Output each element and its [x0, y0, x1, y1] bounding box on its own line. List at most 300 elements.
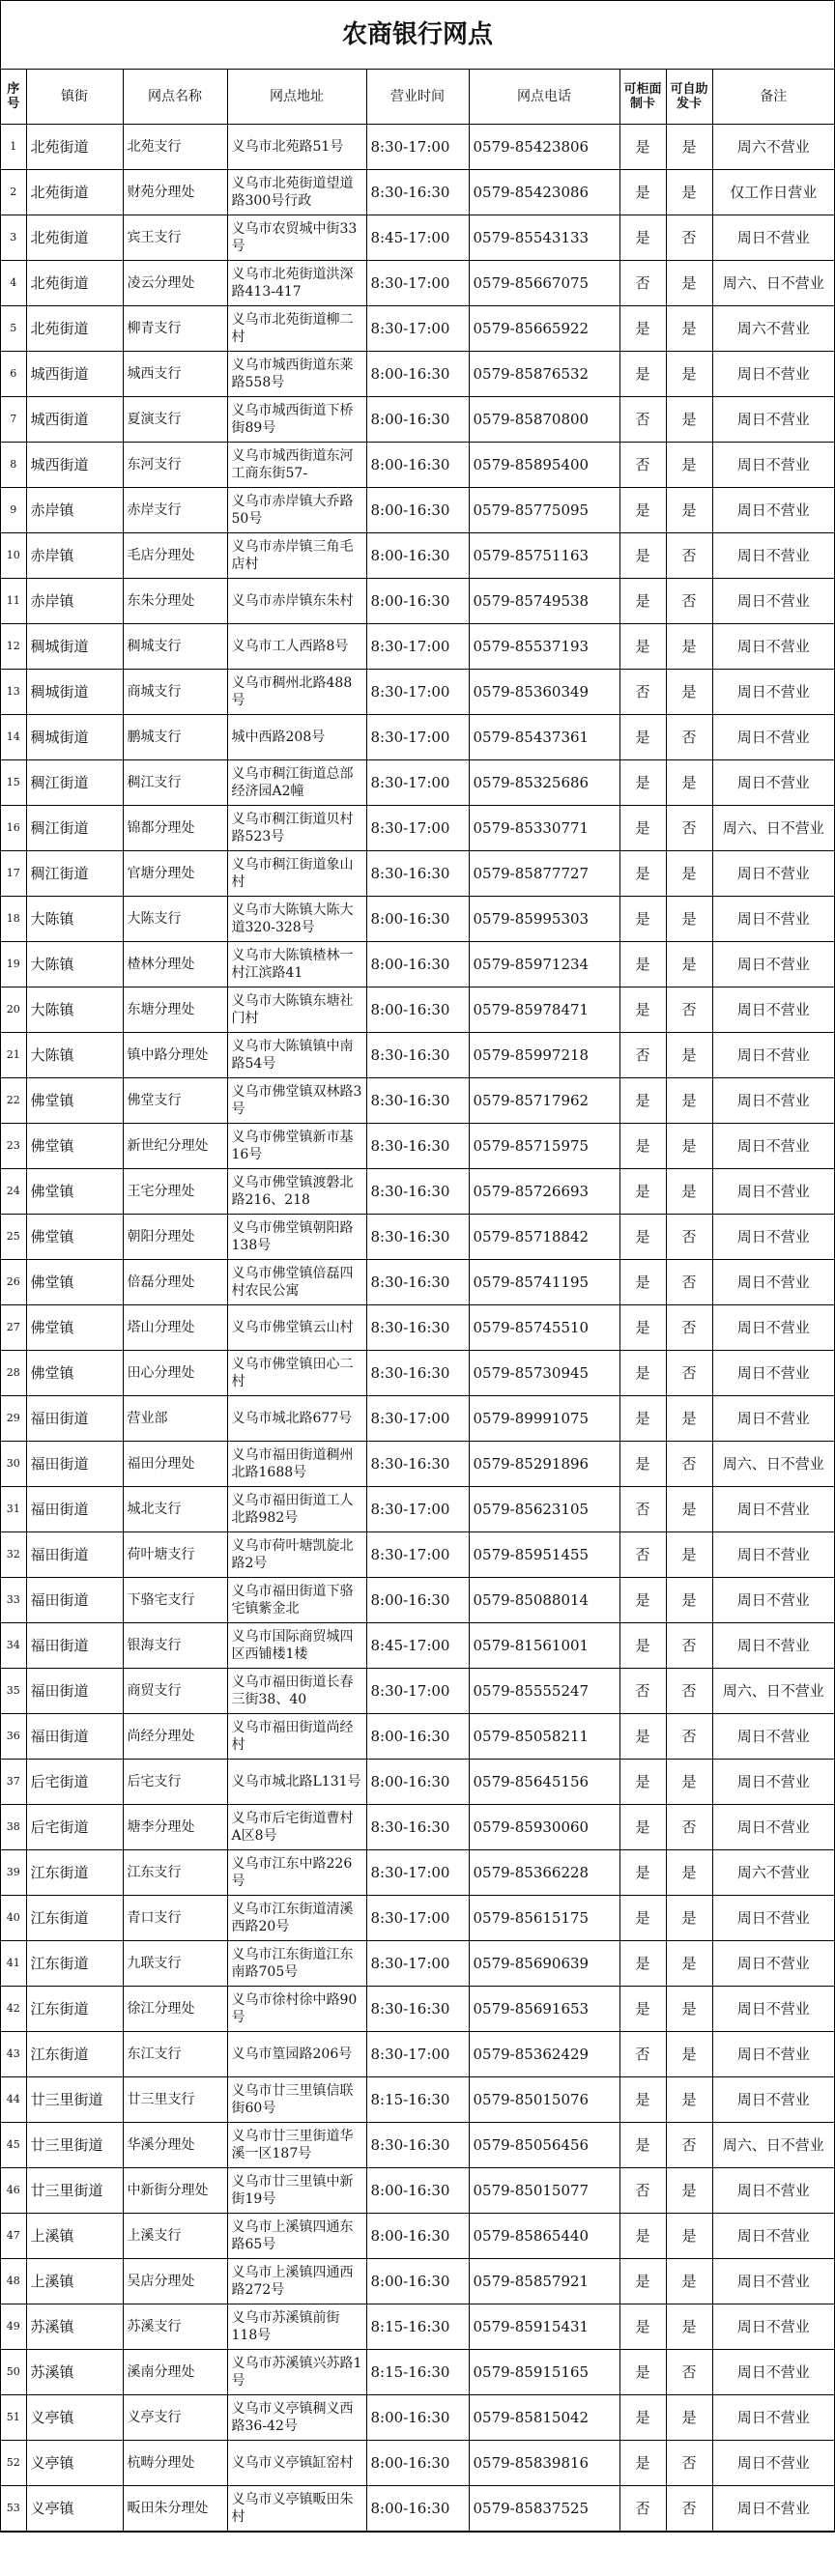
page-title: 农商银行网点: [1, 1, 834, 70]
cell-phone: 0579-85726693: [469, 1169, 619, 1215]
cell-hours: 8:30-17:00: [366, 1396, 469, 1442]
cell-remarks: 周日不营业: [712, 2259, 834, 2304]
cell-counter-card: 是: [619, 851, 666, 897]
cell-phone: 0579-85291896: [469, 1442, 619, 1487]
cell-self-service-card: 是: [666, 2395, 712, 2441]
cell-branch-name: 下骆宅支行: [123, 1578, 227, 1623]
cell-self-service-card: 是: [666, 2077, 712, 2123]
cell-address: 义乌市佛堂镇朝阳路138号: [227, 1215, 366, 1260]
cell-counter-card: 是: [619, 215, 666, 261]
cell-branch-name: 福田分理处: [123, 1442, 227, 1487]
cell-remarks: 周六、日不营业: [712, 2123, 834, 2168]
row-index: 29: [1, 1396, 26, 1442]
cell-branch-name: 稠城支行: [123, 624, 227, 670]
cell-counter-card: 是: [619, 1623, 666, 1669]
cell-phone: 0579-85360349: [469, 670, 619, 715]
cell-hours: 8:30-17:00: [366, 306, 469, 352]
cell-phone: 0579-85615175: [469, 1896, 619, 1941]
cell-phone: 0579-85537193: [469, 624, 619, 670]
cell-remarks: 周日不营业: [712, 2486, 834, 2532]
cell-address: 城中西路208号: [227, 715, 366, 760]
cell-self-service-card: 是: [666, 1033, 712, 1078]
table-row: [1, 261, 834, 306]
cell-remarks: 周日不营业: [712, 2214, 834, 2259]
cell-branch-name: 城北支行: [123, 1487, 227, 1532]
cell-remarks: 周日不营业: [712, 2441, 834, 2486]
cell-town: 江东街道: [26, 1987, 123, 2032]
cell-self-service-card: 否: [666, 1669, 712, 1714]
cell-town: 稠城街道: [26, 670, 123, 715]
cell-remarks: 周日不营业: [712, 533, 834, 579]
row-index: 4: [1, 261, 26, 306]
table-row: [1, 715, 834, 760]
cell-town: 赤岸镇: [26, 488, 123, 533]
table-row: [1, 1805, 834, 1850]
table-row: [1, 760, 834, 806]
cell-remarks: 周六不营业: [712, 125, 834, 170]
table-row: [1, 352, 834, 397]
cell-counter-card: 是: [619, 1169, 666, 1215]
cell-phone: 0579-85997218: [469, 1033, 619, 1078]
cell-branch-name: 中新街分理处: [123, 2168, 227, 2214]
cell-branch-name: 商贸支行: [123, 1669, 227, 1714]
cell-town: 上溪镇: [26, 2214, 123, 2259]
header-branch-name: 网点名称: [123, 70, 227, 125]
cell-counter-card: 是: [619, 1124, 666, 1169]
cell-phone: 0579-85715975: [469, 1124, 619, 1169]
table-row: [1, 851, 834, 897]
cell-phone: 0579-85971234: [469, 942, 619, 987]
cell-hours: 8:00-16:30: [366, 397, 469, 443]
cell-phone: 0579-85423806: [469, 125, 619, 170]
cell-town: 城西街道: [26, 397, 123, 443]
row-index: 7: [1, 397, 26, 443]
row-index: 26: [1, 1260, 26, 1305]
row-index: 6: [1, 352, 26, 397]
cell-self-service-card: 是: [666, 760, 712, 806]
cell-address: 义乌市北苑街道望道路300号行政: [227, 170, 366, 215]
cell-hours: 8:30-17:00: [366, 1532, 469, 1578]
cell-hours: 8:00-16:30: [366, 2486, 469, 2532]
cell-hours: 8:30-17:00: [366, 261, 469, 306]
cell-remarks: 周六、日不营业: [712, 261, 834, 306]
cell-counter-card: 是: [619, 352, 666, 397]
cell-town: 北苑街道: [26, 215, 123, 261]
cell-counter-card: 是: [619, 897, 666, 942]
cell-self-service-card: 是: [666, 1760, 712, 1805]
table-row: [1, 1169, 834, 1215]
cell-hours: 8:00-16:30: [366, 488, 469, 533]
cell-address: 义乌市廿三里镇信联街60号: [227, 2077, 366, 2123]
cell-branch-name: 宾王支行: [123, 215, 227, 261]
table-row: [1, 1351, 834, 1396]
cell-hours: 8:45-17:00: [366, 215, 469, 261]
cell-self-service-card: 否: [666, 1623, 712, 1669]
cell-remarks: 周日不营业: [712, 1623, 834, 1669]
cell-branch-name: 银海支行: [123, 1623, 227, 1669]
cell-hours: 8:15-16:30: [366, 2304, 469, 2350]
cell-phone: 0579-89991075: [469, 1396, 619, 1442]
cell-address: 义乌市稠州北路488号: [227, 670, 366, 715]
table-row: [1, 579, 834, 624]
cell-address: 义乌市江东中路226号: [227, 1850, 366, 1896]
cell-town: 稠江街道: [26, 806, 123, 851]
cell-address: 义乌市义亭镇畈田朱村: [227, 2486, 366, 2532]
table-row: [1, 2032, 834, 2077]
cell-counter-card: 否: [619, 261, 666, 306]
cell-hours: 8:30-17:00: [366, 806, 469, 851]
cell-town: 江东街道: [26, 1850, 123, 1896]
table-row: [1, 1850, 834, 1896]
cell-remarks: 周日不营业: [712, 488, 834, 533]
cell-phone: 0579-85667075: [469, 261, 619, 306]
cell-self-service-card: 否: [666, 1260, 712, 1305]
cell-town: 赤岸镇: [26, 533, 123, 579]
cell-address: 义乌市北苑街道柳二村: [227, 306, 366, 352]
cell-remarks: 周日不营业: [712, 1896, 834, 1941]
cell-hours: 8:30-17:00: [366, 1850, 469, 1896]
cell-remarks: 周日不营业: [712, 215, 834, 261]
row-index: 28: [1, 1351, 26, 1396]
cell-branch-name: 畈田朱分理处: [123, 2486, 227, 2532]
cell-remarks: 周日不营业: [712, 670, 834, 715]
cell-remarks: 周日不营业: [712, 760, 834, 806]
cell-phone: 0579-85325686: [469, 760, 619, 806]
cell-address: 义乌市大陈镇镇中南路54号: [227, 1033, 366, 1078]
cell-self-service-card: 否: [666, 1215, 712, 1260]
cell-hours: 8:30-16:30: [366, 1442, 469, 1487]
cell-self-service-card: 是: [666, 1124, 712, 1169]
cell-hours: 8:30-17:00: [366, 1941, 469, 1987]
cell-remarks: 周日不营业: [712, 1714, 834, 1760]
row-index: 11: [1, 579, 26, 624]
cell-town: 义亭镇: [26, 2486, 123, 2532]
table-row: [1, 1033, 834, 1078]
cell-town: 福田街道: [26, 1714, 123, 1760]
cell-branch-name: 倍磊分理处: [123, 1260, 227, 1305]
cell-address: 义乌市篁园路206号: [227, 2032, 366, 2077]
cell-branch-name: 苏溪支行: [123, 2304, 227, 2350]
cell-self-service-card: 是: [666, 1487, 712, 1532]
cell-address: 义乌市城西街道下桥街89号: [227, 397, 366, 443]
cell-hours: 8:00-16:30: [366, 987, 469, 1033]
cell-phone: 0579-85555247: [469, 1669, 619, 1714]
cell-branch-name: 塘李分理处: [123, 1805, 227, 1850]
cell-address: 义乌市义亭镇缸窑村: [227, 2441, 366, 2486]
cell-branch-name: 溪南分理处: [123, 2350, 227, 2395]
cell-address: 义乌市佛堂镇田心二村: [227, 1351, 366, 1396]
row-index: 1: [1, 125, 26, 170]
row-index: 18: [1, 897, 26, 942]
cell-branch-name: 镇中路分理处: [123, 1033, 227, 1078]
row-index: 5: [1, 306, 26, 352]
cell-counter-card: 否: [619, 1532, 666, 1578]
cell-town: 佛堂镇: [26, 1260, 123, 1305]
cell-hours: 8:30-17:00: [366, 624, 469, 670]
table-row: [1, 306, 834, 352]
cell-address: 义乌市稠江街道贝村路523号: [227, 806, 366, 851]
cell-self-service-card: 是: [666, 670, 712, 715]
cell-counter-card: 是: [619, 2350, 666, 2395]
table-row: [1, 1078, 834, 1124]
header-index: 序号: [1, 70, 26, 125]
cell-phone: 0579-85857921: [469, 2259, 619, 2304]
table-header-row: [1, 70, 834, 125]
cell-remarks: 周日不营业: [712, 2304, 834, 2350]
cell-hours: 8:30-16:30: [366, 851, 469, 897]
cell-address: 义乌市福田街道尚经村: [227, 1714, 366, 1760]
cell-phone: 0579-85730945: [469, 1351, 619, 1396]
cell-remarks: 周日不营业: [712, 2032, 834, 2077]
table-row: [1, 1260, 834, 1305]
table-row: [1, 1623, 834, 1669]
cell-phone: 0579-85691653: [469, 1987, 619, 2032]
cell-branch-name: 王宅分理处: [123, 1169, 227, 1215]
row-index: 33: [1, 1578, 26, 1623]
cell-town: 廿三里街道: [26, 2123, 123, 2168]
cell-hours: 8:00-16:30: [366, 2395, 469, 2441]
row-index: 23: [1, 1124, 26, 1169]
table-row: [1, 987, 834, 1033]
cell-town: 北苑街道: [26, 170, 123, 215]
cell-phone: 0579-85865440: [469, 2214, 619, 2259]
cell-self-service-card: 是: [666, 851, 712, 897]
row-index: 30: [1, 1442, 26, 1487]
row-index: 27: [1, 1305, 26, 1351]
table-row: [1, 2304, 834, 2350]
cell-remarks: 周日不营业: [712, 624, 834, 670]
cell-branch-name: 财苑分理处: [123, 170, 227, 215]
cell-branch-name: 上溪支行: [123, 2214, 227, 2259]
cell-phone: 0579-85837525: [469, 2486, 619, 2532]
cell-self-service-card: 是: [666, 624, 712, 670]
cell-counter-card: 是: [619, 1260, 666, 1305]
table-row: [1, 2168, 834, 2214]
cell-hours: 8:30-16:30: [366, 1260, 469, 1305]
cell-counter-card: 是: [619, 1305, 666, 1351]
cell-counter-card: 是: [619, 2259, 666, 2304]
cell-address: 义乌市佛堂镇新市基16号: [227, 1124, 366, 1169]
cell-branch-name: 杭畴分理处: [123, 2441, 227, 2486]
cell-phone: 0579-85058211: [469, 1714, 619, 1760]
cell-phone: 0579-85741195: [469, 1260, 619, 1305]
cell-town: 北苑街道: [26, 261, 123, 306]
cell-hours: 8:30-16:30: [366, 1351, 469, 1396]
cell-counter-card: 否: [619, 397, 666, 443]
cell-counter-card: 是: [619, 2214, 666, 2259]
cell-counter-card: 是: [619, 1987, 666, 2032]
row-index: 48: [1, 2259, 26, 2304]
cell-town: 江东街道: [26, 1941, 123, 1987]
row-index: 52: [1, 2441, 26, 2486]
cell-address: 义乌市廿三里镇中新街19号: [227, 2168, 366, 2214]
cell-branch-name: 大陈支行: [123, 897, 227, 942]
cell-phone: 0579-85870800: [469, 397, 619, 443]
cell-branch-name: 锦都分理处: [123, 806, 227, 851]
cell-branch-name: 义亭支行: [123, 2395, 227, 2441]
row-index: 8: [1, 443, 26, 488]
cell-address: 义乌市城西街道东莱路558号: [227, 352, 366, 397]
cell-counter-card: 是: [619, 2441, 666, 2486]
row-index: 47: [1, 2214, 26, 2259]
row-index: 19: [1, 942, 26, 987]
cell-town: 廿三里街道: [26, 2077, 123, 2123]
cell-hours: 8:30-17:00: [366, 1487, 469, 1532]
table-row: [1, 443, 834, 488]
cell-hours: 8:00-16:30: [366, 1578, 469, 1623]
row-index: 17: [1, 851, 26, 897]
table-row: [1, 897, 834, 942]
cell-hours: 8:30-16:30: [366, 1215, 469, 1260]
cell-hours: 8:30-17:00: [366, 670, 469, 715]
cell-town: 稠城街道: [26, 715, 123, 760]
table-row: [1, 670, 834, 715]
table-row: [1, 1215, 834, 1260]
cell-address: 义乌市福田街道长春三街38、40: [227, 1669, 366, 1714]
table-row: [1, 2441, 834, 2486]
cell-self-service-card: 是: [666, 352, 712, 397]
cell-remarks: 周日不营业: [712, 352, 834, 397]
cell-branch-name: 塔山分理处: [123, 1305, 227, 1351]
cell-remarks: 周日不营业: [712, 1532, 834, 1578]
cell-counter-card: 是: [619, 2123, 666, 2168]
cell-remarks: 周日不营业: [712, 1078, 834, 1124]
cell-self-service-card: 是: [666, 1896, 712, 1941]
cell-self-service-card: 是: [666, 1850, 712, 1896]
row-index: 36: [1, 1714, 26, 1760]
cell-branch-name: 田心分理处: [123, 1351, 227, 1396]
cell-phone: 0579-85717962: [469, 1078, 619, 1124]
row-index: 37: [1, 1760, 26, 1805]
cell-address: 义乌市大陈镇大陈大道320-328号: [227, 897, 366, 942]
cell-phone: 0579-85815042: [469, 2395, 619, 2441]
row-index: 39: [1, 1850, 26, 1896]
cell-phone: 0579-85437361: [469, 715, 619, 760]
cell-hours: 8:30-17:00: [366, 1669, 469, 1714]
cell-phone: 0579-85749538: [469, 579, 619, 624]
cell-town: 大陈镇: [26, 897, 123, 942]
cell-town: 福田街道: [26, 1396, 123, 1442]
cell-address: 义乌市上溪镇四通东路65号: [227, 2214, 366, 2259]
table-row: [1, 1124, 834, 1169]
cell-hours: 8:30-16:30: [366, 1124, 469, 1169]
cell-remarks: 仅工作日营业: [712, 170, 834, 215]
cell-remarks: 周日不营业: [712, 2077, 834, 2123]
cell-remarks: 周六、日不营业: [712, 806, 834, 851]
cell-phone: 0579-85775095: [469, 488, 619, 533]
cell-self-service-card: 是: [666, 1078, 712, 1124]
table-row: [1, 2123, 834, 2168]
cell-hours: 8:00-16:30: [366, 942, 469, 987]
cell-self-service-card: 否: [666, 1305, 712, 1351]
cell-branch-name: 廿三里支行: [123, 2077, 227, 2123]
row-index: 42: [1, 1987, 26, 2032]
cell-branch-name: 楂林分理处: [123, 942, 227, 987]
cell-branch-name: 青口支行: [123, 1896, 227, 1941]
cell-counter-card: 否: [619, 2486, 666, 2532]
row-index: 21: [1, 1033, 26, 1078]
cell-hours: 8:15-16:30: [366, 2350, 469, 2395]
cell-address: 义乌市赤岸镇三角毛店村: [227, 533, 366, 579]
branch-table: [1, 70, 834, 2532]
cell-counter-card: 否: [619, 1487, 666, 1532]
cell-remarks: 周日不营业: [712, 579, 834, 624]
cell-address: 义乌市上溪镇四通西路272号: [227, 2259, 366, 2304]
cell-address: 义乌市苏溪镇兴苏路1号: [227, 2350, 366, 2395]
cell-hours: 8:00-16:30: [366, 579, 469, 624]
cell-remarks: 周日不营业: [712, 1487, 834, 1532]
cell-remarks: 周日不营业: [712, 2350, 834, 2395]
row-index: 32: [1, 1532, 26, 1578]
header-self-service-card: 可自助发卡: [666, 70, 712, 125]
cell-branch-name: 东塘分理处: [123, 987, 227, 1033]
cell-remarks: 周日不营业: [712, 1033, 834, 1078]
cell-hours: 8:30-17:00: [366, 760, 469, 806]
cell-self-service-card: 是: [666, 1987, 712, 2032]
cell-counter-card: 是: [619, 1760, 666, 1805]
cell-phone: 0579-85623105: [469, 1487, 619, 1532]
row-index: 22: [1, 1078, 26, 1124]
cell-remarks: 周日不营业: [712, 715, 834, 760]
cell-self-service-card: 否: [666, 715, 712, 760]
cell-counter-card: 否: [619, 1033, 666, 1078]
row-index: 51: [1, 2395, 26, 2441]
cell-hours: 8:00-16:30: [366, 533, 469, 579]
cell-remarks: 周日不营业: [712, 987, 834, 1033]
cell-self-service-card: 是: [666, 488, 712, 533]
cell-branch-name: 毛店分理处: [123, 533, 227, 579]
table-body: [1, 125, 834, 2532]
header-branch-phone: 网点电话: [469, 70, 619, 125]
cell-town: 苏溪镇: [26, 2304, 123, 2350]
table-row: [1, 2077, 834, 2123]
cell-branch-name: 荷叶塘支行: [123, 1532, 227, 1578]
cell-counter-card: 是: [619, 1442, 666, 1487]
table-row: [1, 1487, 834, 1532]
row-index: 12: [1, 624, 26, 670]
cell-phone: 0579-85056456: [469, 2123, 619, 2168]
cell-address: 义乌市北苑街道洪深路413-417: [227, 261, 366, 306]
cell-town: 佛堂镇: [26, 1124, 123, 1169]
table-row: [1, 1669, 834, 1714]
table-row: [1, 215, 834, 261]
cell-counter-card: 是: [619, 1850, 666, 1896]
cell-town: 大陈镇: [26, 942, 123, 987]
cell-counter-card: 是: [619, 1805, 666, 1850]
cell-branch-name: 尚经分理处: [123, 1714, 227, 1760]
cell-hours: 8:30-16:30: [366, 170, 469, 215]
cell-branch-name: 后宅支行: [123, 1760, 227, 1805]
cell-branch-name: 商城支行: [123, 670, 227, 715]
cell-hours: 8:00-16:30: [366, 352, 469, 397]
cell-address: 义乌市荷叶塘凯旋北路2号: [227, 1532, 366, 1578]
cell-address: 义乌市佛堂镇渡磐北路216、218: [227, 1169, 366, 1215]
cell-branch-name: 官塘分理处: [123, 851, 227, 897]
row-index: 41: [1, 1941, 26, 1987]
cell-counter-card: 是: [619, 2077, 666, 2123]
cell-phone: 0579-85876532: [469, 352, 619, 397]
cell-counter-card: 是: [619, 1578, 666, 1623]
cell-hours: 8:30-16:30: [366, 1987, 469, 2032]
cell-self-service-card: 是: [666, 261, 712, 306]
cell-phone: 0579-85718842: [469, 1215, 619, 1260]
cell-self-service-card: 是: [666, 2032, 712, 2077]
cell-self-service-card: 是: [666, 2304, 712, 2350]
row-index: 24: [1, 1169, 26, 1215]
cell-address: 义乌市赤岸镇东朱村: [227, 579, 366, 624]
cell-remarks: 周日不营业: [712, 1260, 834, 1305]
cell-counter-card: 是: [619, 1941, 666, 1987]
